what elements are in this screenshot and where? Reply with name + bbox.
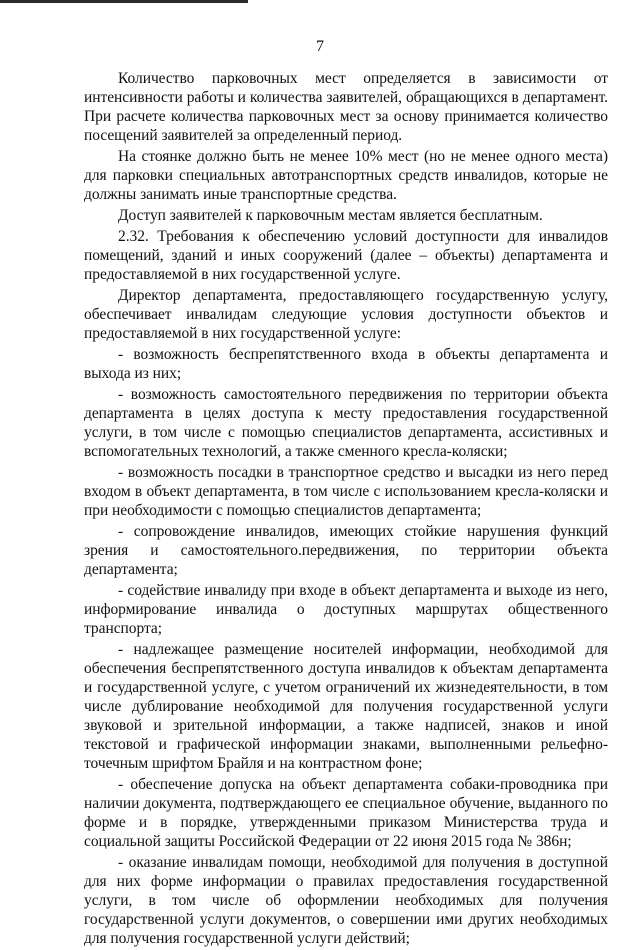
document-body <box>84 69 608 950</box>
paragraph-parking-count: Количество парковочных мест определяется в зависимости от интенсивности работы и количества заявителей, обращающихся в департамент. При расчете количества парковочных мест за основу принимается количество посещений заявителей за определенный период. <box>84 70 608 144</box>
list-item-information: - надлежащее размещение носителей информации, необходимой для обеспечения беспрепятственного доступа инвалидов к объектам департамента и государственной услуге, с учетом ограничений их жизнедеятельности, в том числе дублирование необходимой для получения государственной услуги звуковой и зрительной информации, а также надписей, знаков и иной текстовой и графической информации знаками, выполненными рельефно-точечным шрифтом Брайля и на контрастном фоне; <box>84 641 608 772</box>
paragraph-free-access: Доступ заявителей к парковочным местам является бесплатным. <box>118 207 543 224</box>
list-item-transport: - возможность посадки в транспортное средство и высадки из него перед входом в объект департамента, в том числе с использованием кресла-коляски и при необходимости с помощью специалистов департамента; <box>84 464 608 519</box>
paragraph-director-duties: Директор департамента, предоставляющего государственную услугу, обеспечивает инвалидам следующие условия доступности объектов и предоставляемой в них государственной услуге: <box>84 287 608 342</box>
paragraph-disabled-parking: На стоянке должно быть не менее 10% мест (но не менее одного места) для парковки специальных автотранспортных средств инвалидов, которые не должны занимать иные транспортные средства. <box>84 148 608 203</box>
list-item-assistance: - содействие инвалиду при входе в объект департамента и выходе из него, информирование инвалида о доступных маршрутах общественного транспорта; <box>84 582 608 637</box>
list-item-entry-exit: - возможность беспрепятственного входа в объекты департамента и выхода из них; <box>84 346 608 382</box>
scan-top-border <box>0 0 248 3</box>
list-item-movement: - возможность самостоятельного передвижения по территории объекта департамента в целях доступа к месту предоставления государственной услуги, в том числе с помощью специалистов департамента, ассистивных и вспомогательных технологий, а также сменного кресла-коляски; <box>84 386 608 460</box>
list-item-guide-dog: - обеспечение допуска на объект департамента собаки-проводника при наличии документа, подтверждающего ее специальное обучение, выданного по форме и в порядке, утвержденными приказом Министерства труда и социальной защиты Российской Федерации от 22 июня 2015 года № 386н; <box>84 776 608 850</box>
list-item-escort: - сопровождение инвалидов, имеющих стойкие нарушения функций зрения и самостоятельного.передвижения, по территории объекта департамента; <box>84 523 608 578</box>
list-item-help: - оказание инвалидам помощи, необходимой для получения в доступной для них форме информации о правилах предоставления государственной услуги, в том числе об оформлении необходимых для получения государственной услуги документов, о совершении ими других необходимых для получения государственной услуги действий; <box>84 854 608 947</box>
page-number: 7 <box>316 38 324 55</box>
paragraph-section-2-32: 2.32. Требования к обеспечению условий доступности для инвалидов помещений, зданий и иных сооружений (далее – объекты) департамента и предоставляемой в них государственной услуге. <box>84 228 608 283</box>
